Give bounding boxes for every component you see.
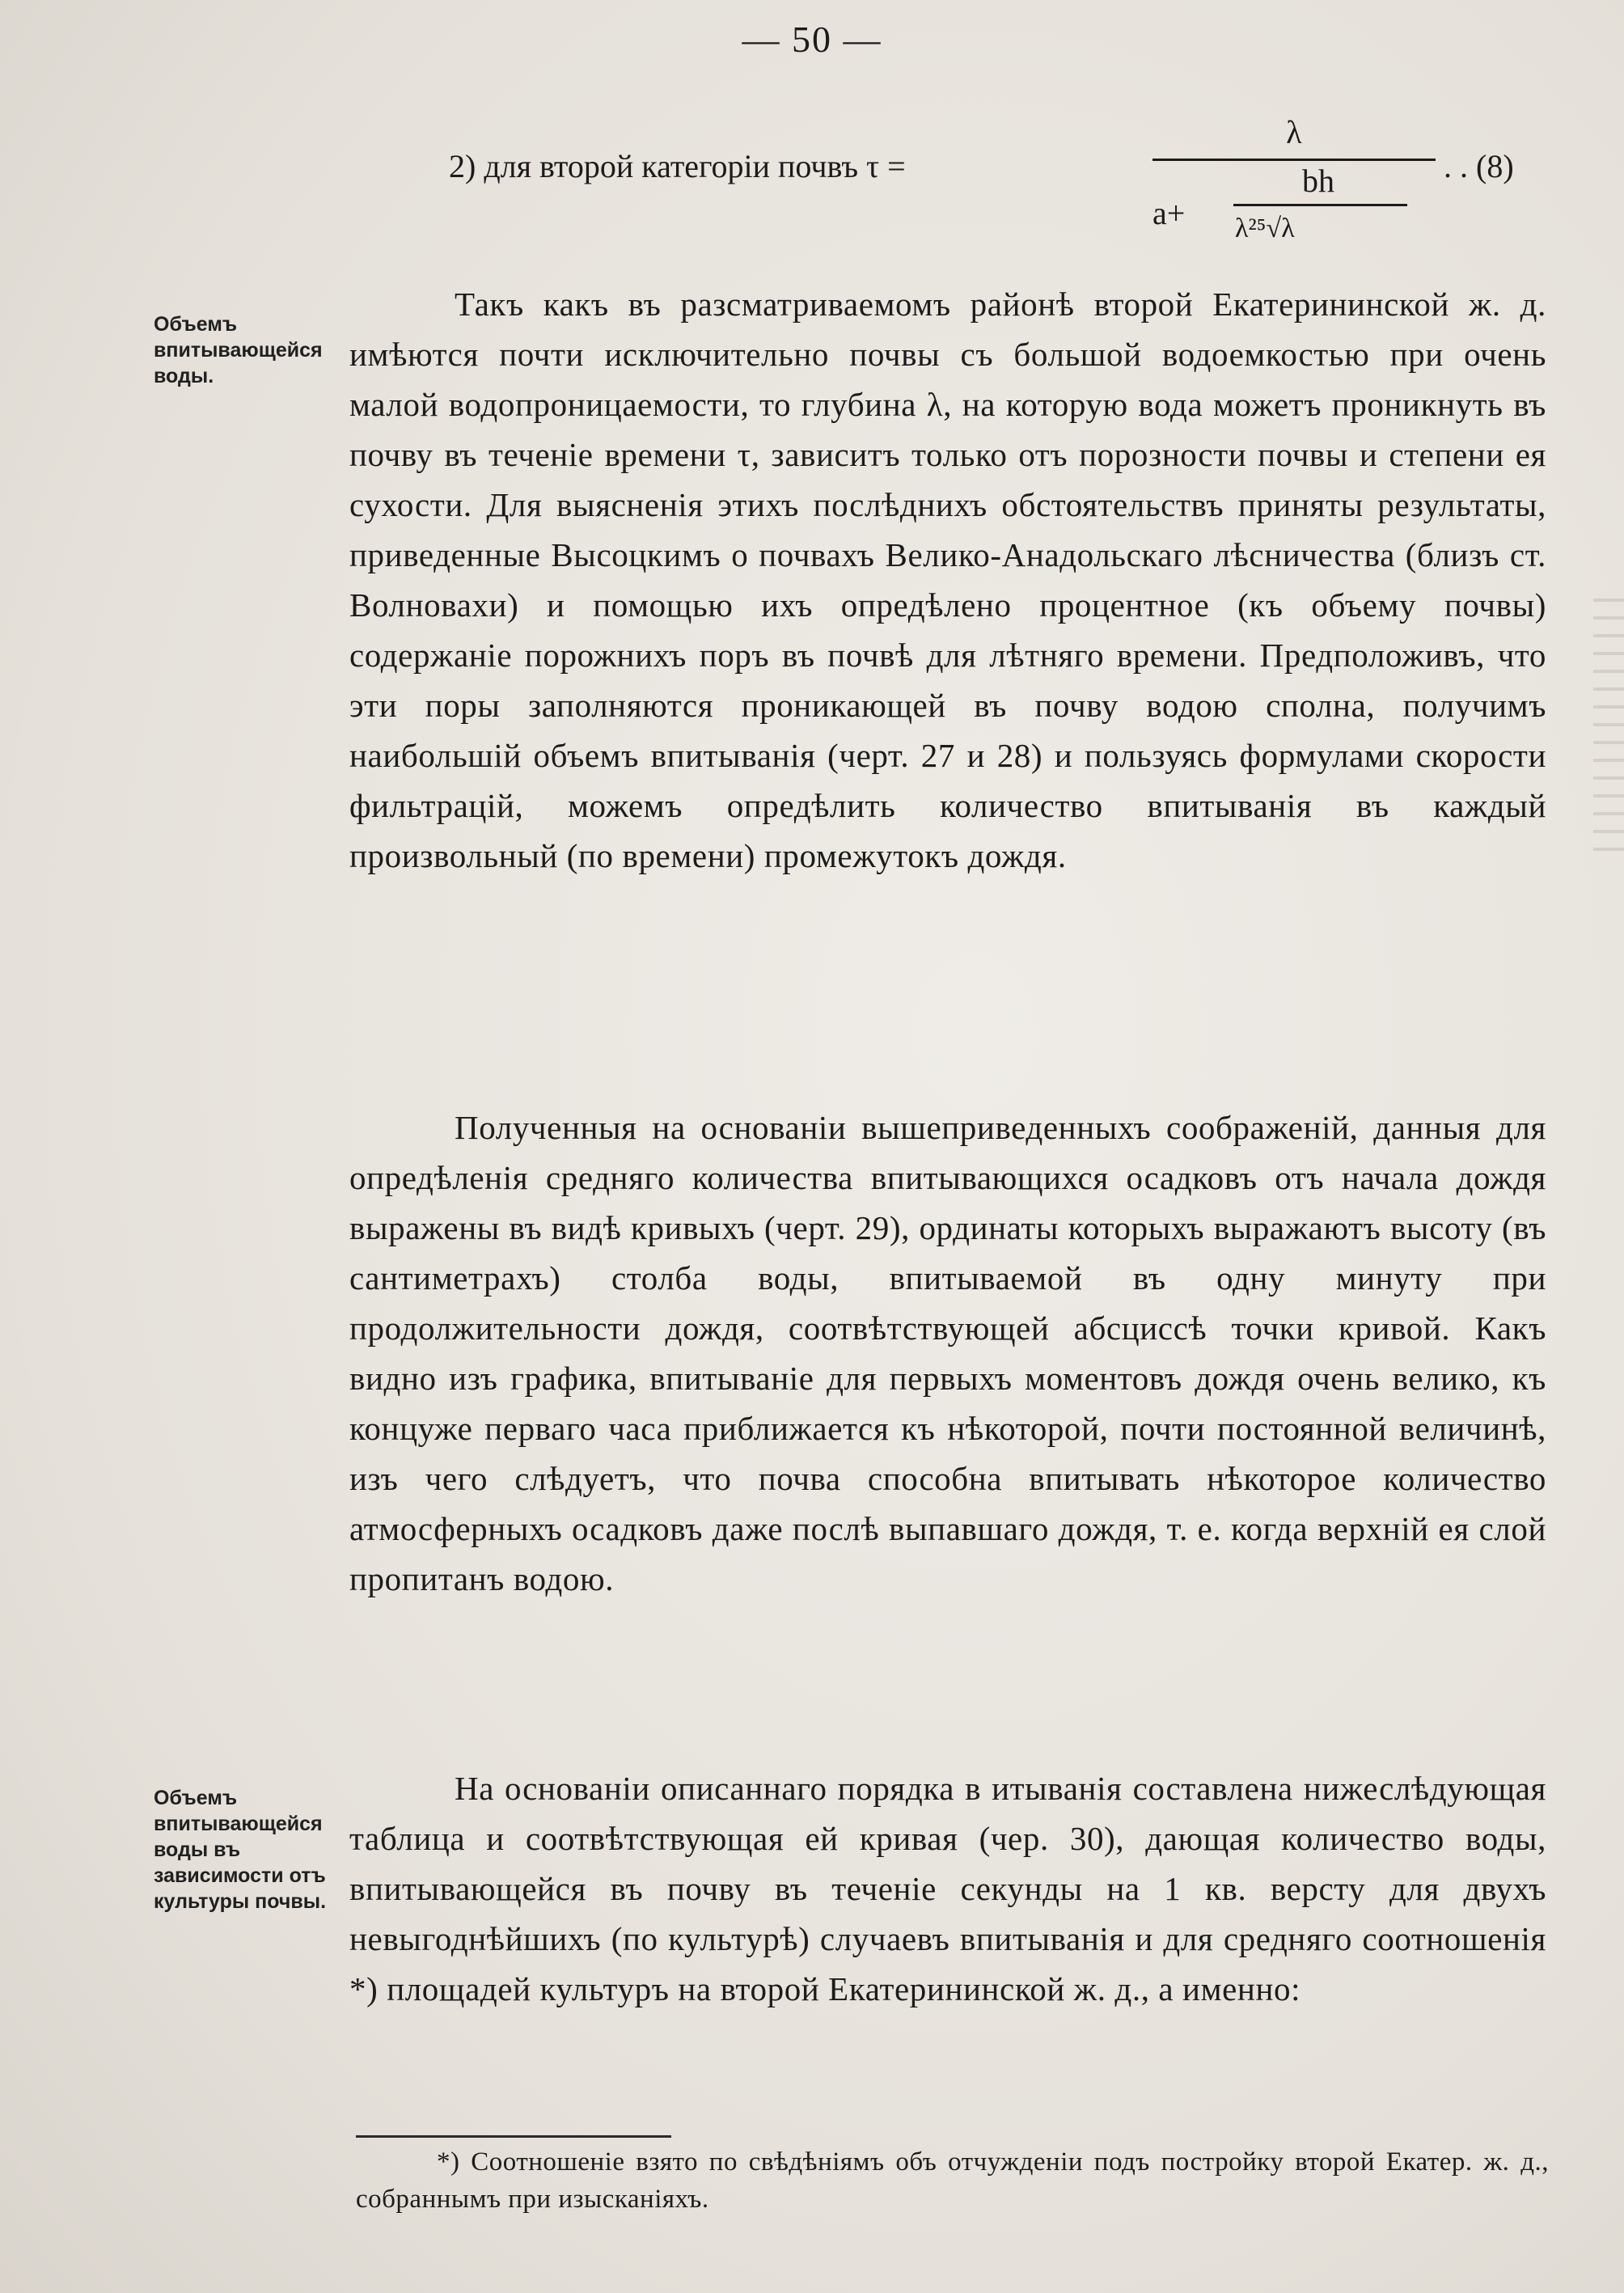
margin-note-absorbed-water-volume: Объемъ впитывающейся воды.	[154, 313, 323, 387]
formula-denominator-a: a+	[1152, 195, 1186, 231]
paragraph-text: Полученныя на основаніи вышеприведенныхъ соображеній, данныя для опредѣленія средняго количества впитывающихся осадковъ отъ начала дождя выражены въ видѣ кривыхъ (черт. 29), ординаты которыхъ выражаютъ высоту (въ сантиметрахъ) столба воды, впитываемой въ одну минуту при продолжительности дождя, соотвѣтствующей абсциссѣ точки кривой. Какъ видно изъ графика, впитываніе для первыхъ моментовъ дождя очень велико, къ концуже перваго часа приближается къ нѣкоторой, почти постоянной величинѣ, изъ чего слѣдуетъ, что почва способна впитывать нѣкоторое количество атмосферныхъ осадковъ даже послѣ выпавшаго дождя, т. е. когда верхній ея слой пропитанъ водою.	[349, 1109, 1546, 1597]
formula-inner-numerator: bh	[1302, 163, 1334, 199]
formula-lead-text: 2) для второй категоріи почвъ τ =	[449, 148, 906, 184]
footnote-text: *) Соотношеніе взято по свѣдѣніямъ объ отчужденіи подъ постройку второй Екатер. ж. д., собраннымъ при изысканіяхъ.	[356, 2147, 1549, 2214]
formula-inner-fraction-bar	[1233, 204, 1407, 206]
formula-fraction	[1152, 113, 1436, 267]
formula-8	[449, 113, 1557, 267]
formula-inner-fraction	[1217, 160, 1419, 265]
paragraph-text: На основаніи описаннаго порядка в итыванія составлена нижеслѣдующая таблица и соотвѣтствующая ей кривая (чер. 30), дающая количество воды, впитывающейся въ почву въ теченіе секунды на 1 кв. версту для двухъ невыгоднѣйшихъ (по культурѣ) случаевъ впитыванія и для средняго соотношенія *) площадей культуръ на второй Екатерининской ж. д., а именно:	[349, 1770, 1546, 2007]
footnote-divider	[356, 2135, 671, 2138]
formula-equation-number: . . (8)	[1427, 148, 1514, 184]
footnote	[356, 2143, 1549, 2218]
page-number: — 50 —	[742, 19, 882, 60]
paragraph	[349, 1763, 1546, 2014]
formula-inner-denominator: λ²⁵√λ	[1235, 214, 1295, 243]
paragraph	[349, 279, 1546, 881]
margin-note-absorbed-water-by-culture: Объемъ впитывающейся воды въ зависимости отъ культуры почвы.	[154, 1787, 327, 1913]
paragraph-text: Такъ какъ въ разсматриваемомъ районѣ второй Екатерининской ж. д. имѣются почти исключительно почвы съ большой водоемкостью при очень малой водопроницаемости, то глубина λ, на которую вода можетъ проникнуть въ почву въ теченіе времени τ, зависитъ только отъ порозности почвы и степени ея сухости. Для выясненія этихъ послѣднихъ обстоятельствъ приняты результаты, приведенные Высоцкимъ о почвахъ Велико-Анадольскаго лѣсничества (близъ ст. Волновахи) и помощью ихъ опредѣлено процентное (къ объему почвы) содержаніе порожнихъ поръ въ почвѣ для лѣтняго времени. Предположивъ, что эти поры заполняются проникающей въ почву водою сполна, получимъ наибольшій объемъ впитыванія (черт. 27 и 28) и пользуясь формулами скорости фильтрацій, можемъ опредѣлить количество впитыванія въ каждый произвольный (по времени) промежутокъ дождя.	[349, 286, 1546, 874]
bleed-through-marks	[1593, 599, 1624, 865]
formula-numerator: λ	[1286, 114, 1302, 150]
paragraph	[349, 1102, 1546, 1604]
